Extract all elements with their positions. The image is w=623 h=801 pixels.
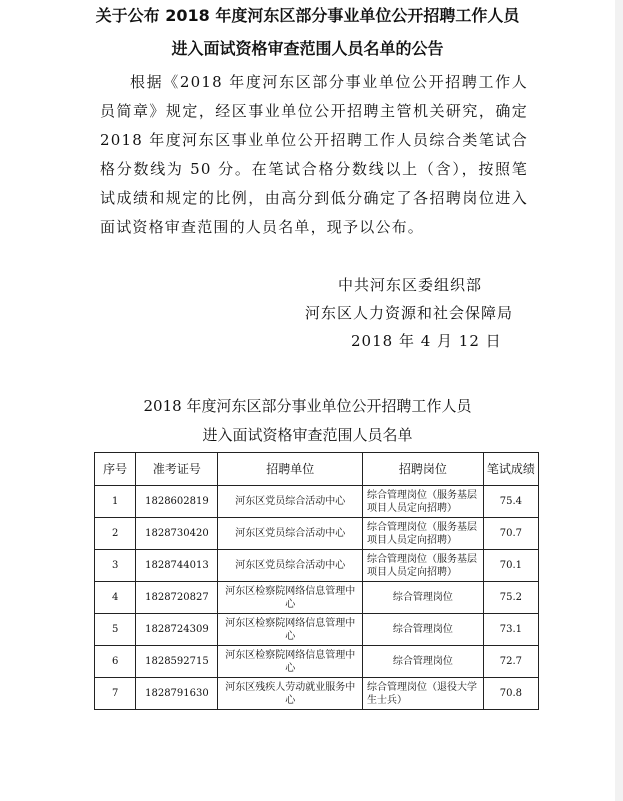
cell-score: 70.8	[483, 678, 538, 710]
cell-exam-id: 1828724309	[136, 614, 218, 646]
cell-no: 3	[95, 550, 136, 582]
notice-title-line2: 进入面试资格审查范围人员名单的公告	[171, 39, 444, 58]
cell-post: 综合管理岗位	[363, 646, 484, 678]
header-exam-id: 准考证号	[136, 453, 218, 486]
cell-post: 综合管理岗位	[363, 614, 484, 646]
table-row	[95, 614, 539, 646]
cell-exam-id: 1828592715	[136, 646, 218, 678]
cell-score: 72.7	[483, 646, 538, 678]
cell-no: 4	[95, 582, 136, 614]
cell-exam-id: 1828602819	[136, 486, 218, 518]
cell-no: 6	[95, 646, 136, 678]
cell-exam-id: 1828744013	[136, 550, 218, 582]
cell-no: 1	[95, 486, 136, 518]
header-unit: 招聘单位	[218, 453, 363, 486]
cell-post: 综合管理岗位（退役大学生士兵）	[363, 678, 484, 710]
candidate-table	[94, 452, 539, 710]
cell-score: 70.1	[483, 550, 538, 582]
header-score: 笔试成绩	[483, 453, 538, 486]
table-row	[95, 646, 539, 678]
table-row	[95, 518, 539, 550]
cell-exam-id: 1828720827	[136, 582, 218, 614]
notice-body: 根据《2018 年度河东区部分事业单位公开招聘工作人员简章》规定，经区事业单位公开招聘主管机关研究，确定 2018 年度河东区事业单位公开招聘工作人员综合类笔试合格分数线为 50 分。在笔试合格分数线以上（含），按照笔试成绩和规定的比例，由高分到低分确定了各招聘岗位进入面试资格审查范围的人员名单，现予以公布。	[100, 73, 528, 236]
signer-hr-bureau: 河东区人力资源和社会保障局	[305, 304, 514, 322]
cell-unit: 河东区检察院网络信息管理中心	[218, 646, 363, 678]
header-post: 招聘岗位	[363, 453, 484, 486]
cell-no: 7	[95, 678, 136, 710]
cell-exam-id: 1828730420	[136, 518, 218, 550]
list-subtitle: 进入面试资格审查范围人员名单	[202, 426, 413, 444]
cell-post: 综合管理岗位（服务基层项目人员定向招聘）	[363, 550, 484, 582]
cell-no: 5	[95, 614, 136, 646]
table-row	[95, 582, 539, 614]
cell-unit: 河东区党员综合活动中心	[218, 518, 363, 550]
cell-score: 75.4	[483, 486, 538, 518]
cell-score: 70.7	[483, 518, 538, 550]
table-row	[95, 486, 539, 518]
cell-post: 综合管理岗位	[363, 582, 484, 614]
notice-date: 2018 年 4 月 12 日	[351, 332, 502, 350]
cell-exam-id: 1828791630	[136, 678, 218, 710]
header-no: 序号	[95, 453, 136, 486]
cell-post: 综合管理岗位（服务基层项目人员定向招聘）	[363, 518, 484, 550]
list-title: 2018 年度河东区部分事业单位公开招聘工作人员	[143, 397, 472, 415]
cell-unit: 河东区检察院网络信息管理中心	[218, 614, 363, 646]
cell-no: 2	[95, 518, 136, 550]
table-header-row	[95, 453, 539, 486]
table-row	[95, 678, 539, 710]
cell-unit: 河东区党员综合活动中心	[218, 486, 363, 518]
cell-score: 75.2	[483, 582, 538, 614]
cell-post: 综合管理岗位（服务基层项目人员定向招聘）	[363, 486, 484, 518]
cell-unit: 河东区残疾人劳动就业服务中心	[218, 678, 363, 710]
cell-unit: 河东区检察院网络信息管理中心	[218, 582, 363, 614]
signer-organization-dept: 中共河东区委组织部	[338, 276, 483, 294]
notice-title: 关于公布 2018 年度河东区部分事业单位公开招聘工作人员	[95, 6, 520, 25]
table-row	[95, 550, 539, 582]
cell-score: 73.1	[483, 614, 538, 646]
cell-unit: 河东区党员综合活动中心	[218, 550, 363, 582]
